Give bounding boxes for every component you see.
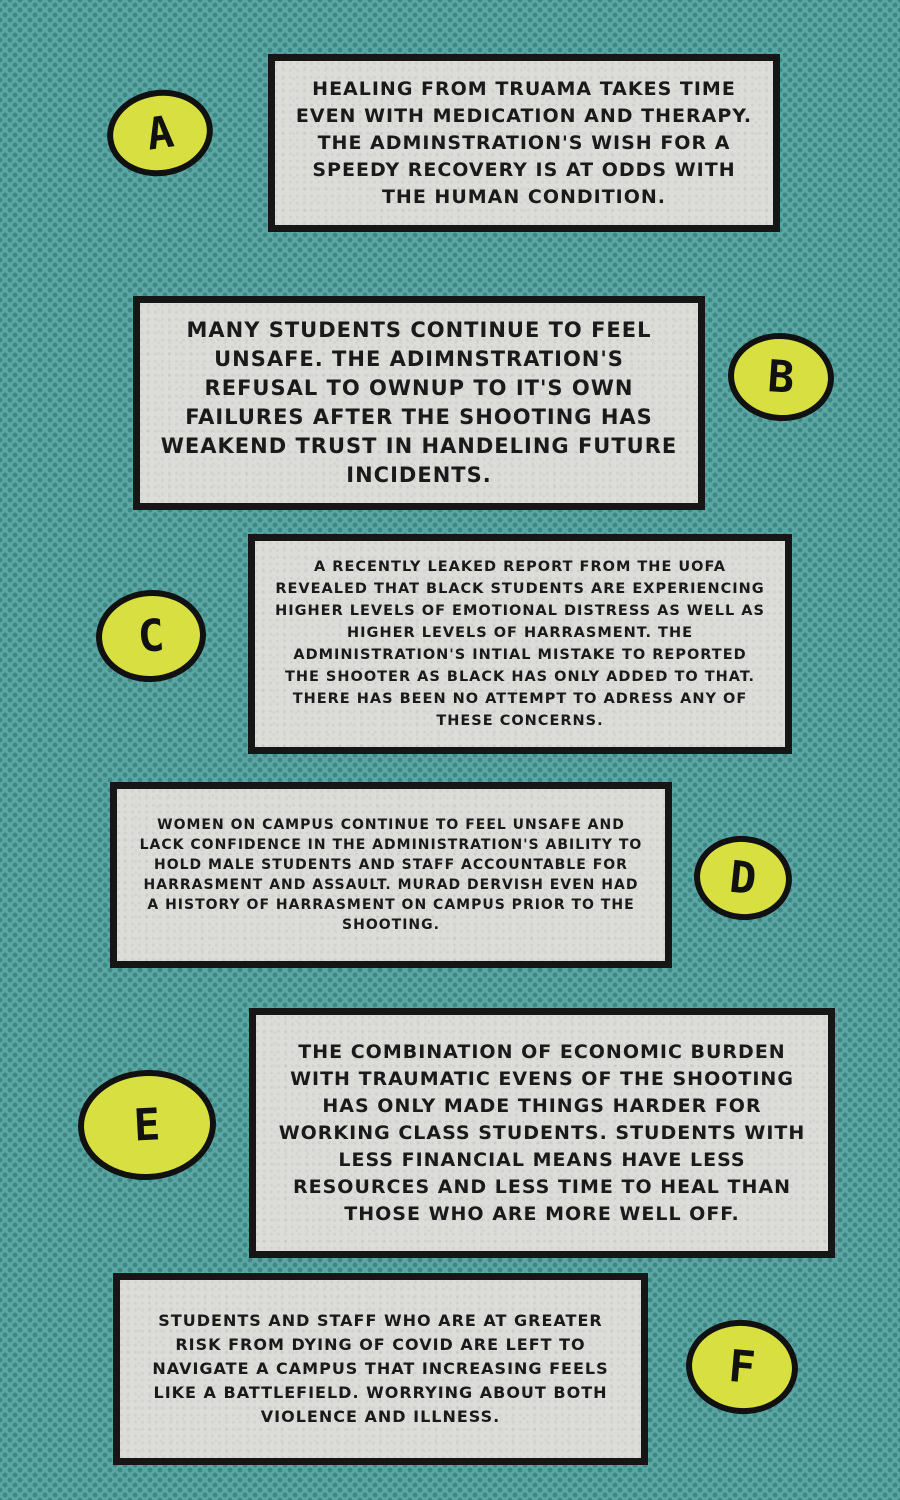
panel-a <box>268 54 780 232</box>
panel-f-text: STUDENTS AND STAFF WHO ARE AT GREATER RISK FROM DYING OF COVID ARE LEFT TO NAVIGATE A CAMPUS THAT INCREASING FEELS LIKE A BATTLEFIELD. WORRYING ABOUT BOTH VIOLENCE AND ILLNESS. <box>152 1311 609 1426</box>
badge-e: E <box>75 1066 219 1183</box>
panel-d <box>110 782 672 968</box>
panel-f <box>113 1273 648 1465</box>
panel-c-text: A RECENTLY LEAKED REPORT FROM THE UOFA REVEALED THAT BLACK STUDENTS ARE EXPERIENCING HIGHER LEVELS OF EMOTIONAL DISTRESS AS WELL AS HIGHER LEVELS OF HARRASMENT. THE ADMINISTRATION'S INTIAL MISTAKE TO REPORTED THE SHOOTER AS BLACK HAS ONLY ADDED TO THAT. THERE HAS BEEN NO ATTEMPT TO ADRESS ANY OF THESE CONCERNS. <box>275 559 765 729</box>
panel-e <box>249 1008 835 1258</box>
badge-a: A <box>102 83 219 183</box>
badge-d: D <box>690 831 796 925</box>
panel-e-text: THE COMBINATION OF ECONOMIC BURDEN WITH TRAUMATIC EVENS OF THE SHOOTING HAS ONLY MADE THINGS HARDER FOR WORKING CLASS STUDENTS. STUDENTS WITH LESS FINANCIAL MEANS HAVE LESS RESOURCES AND LESS TIME TO HEAL THAN THOSE WHO ARE MORE WELL OFF. <box>278 1040 806 1225</box>
badge-c: C <box>93 586 209 685</box>
panel-a-text: HEALING FROM TRUAMA TAKES TIME EVEN WITH MEDICATION AND THERAPY. THE ADMINSTRATION'S WISH FOR A SPEEDY RECOVERY IS AT ODDS WITH THE HUMAN CONDITION. <box>295 77 753 208</box>
panel-b <box>133 296 705 510</box>
panel-c <box>248 534 792 754</box>
panel-d-text: WOMEN ON CAMPUS CONTINUE TO FEEL UNSAFE AND LACK CONFIDENCE IN THE ADMINISTRATION'S ABILITY TO HOLD MALE STUDENTS AND STAFF ACCOUNTABLE FOR HARRASMENT AND ASSAULT. MURAD DERVISH EVEN HAD A HISTORY OF HARRASMENT ON CAMPUS PRIOR TO THE SHOOTING. <box>139 817 643 933</box>
panel-b-text: MANY STUDENTS CONTINUE TO FEEL UNSAFE. THE ADIMNSTRATION'S REFUSAL TO OWNUP TO IT'S OWN FAILURES AFTER THE SHOOTING HAS WEAKEND TRUST IN HANDELING FUTURE INCIDENTS. <box>160 318 678 487</box>
badge-f: F <box>682 1315 802 1418</box>
badge-b: B <box>725 329 837 424</box>
